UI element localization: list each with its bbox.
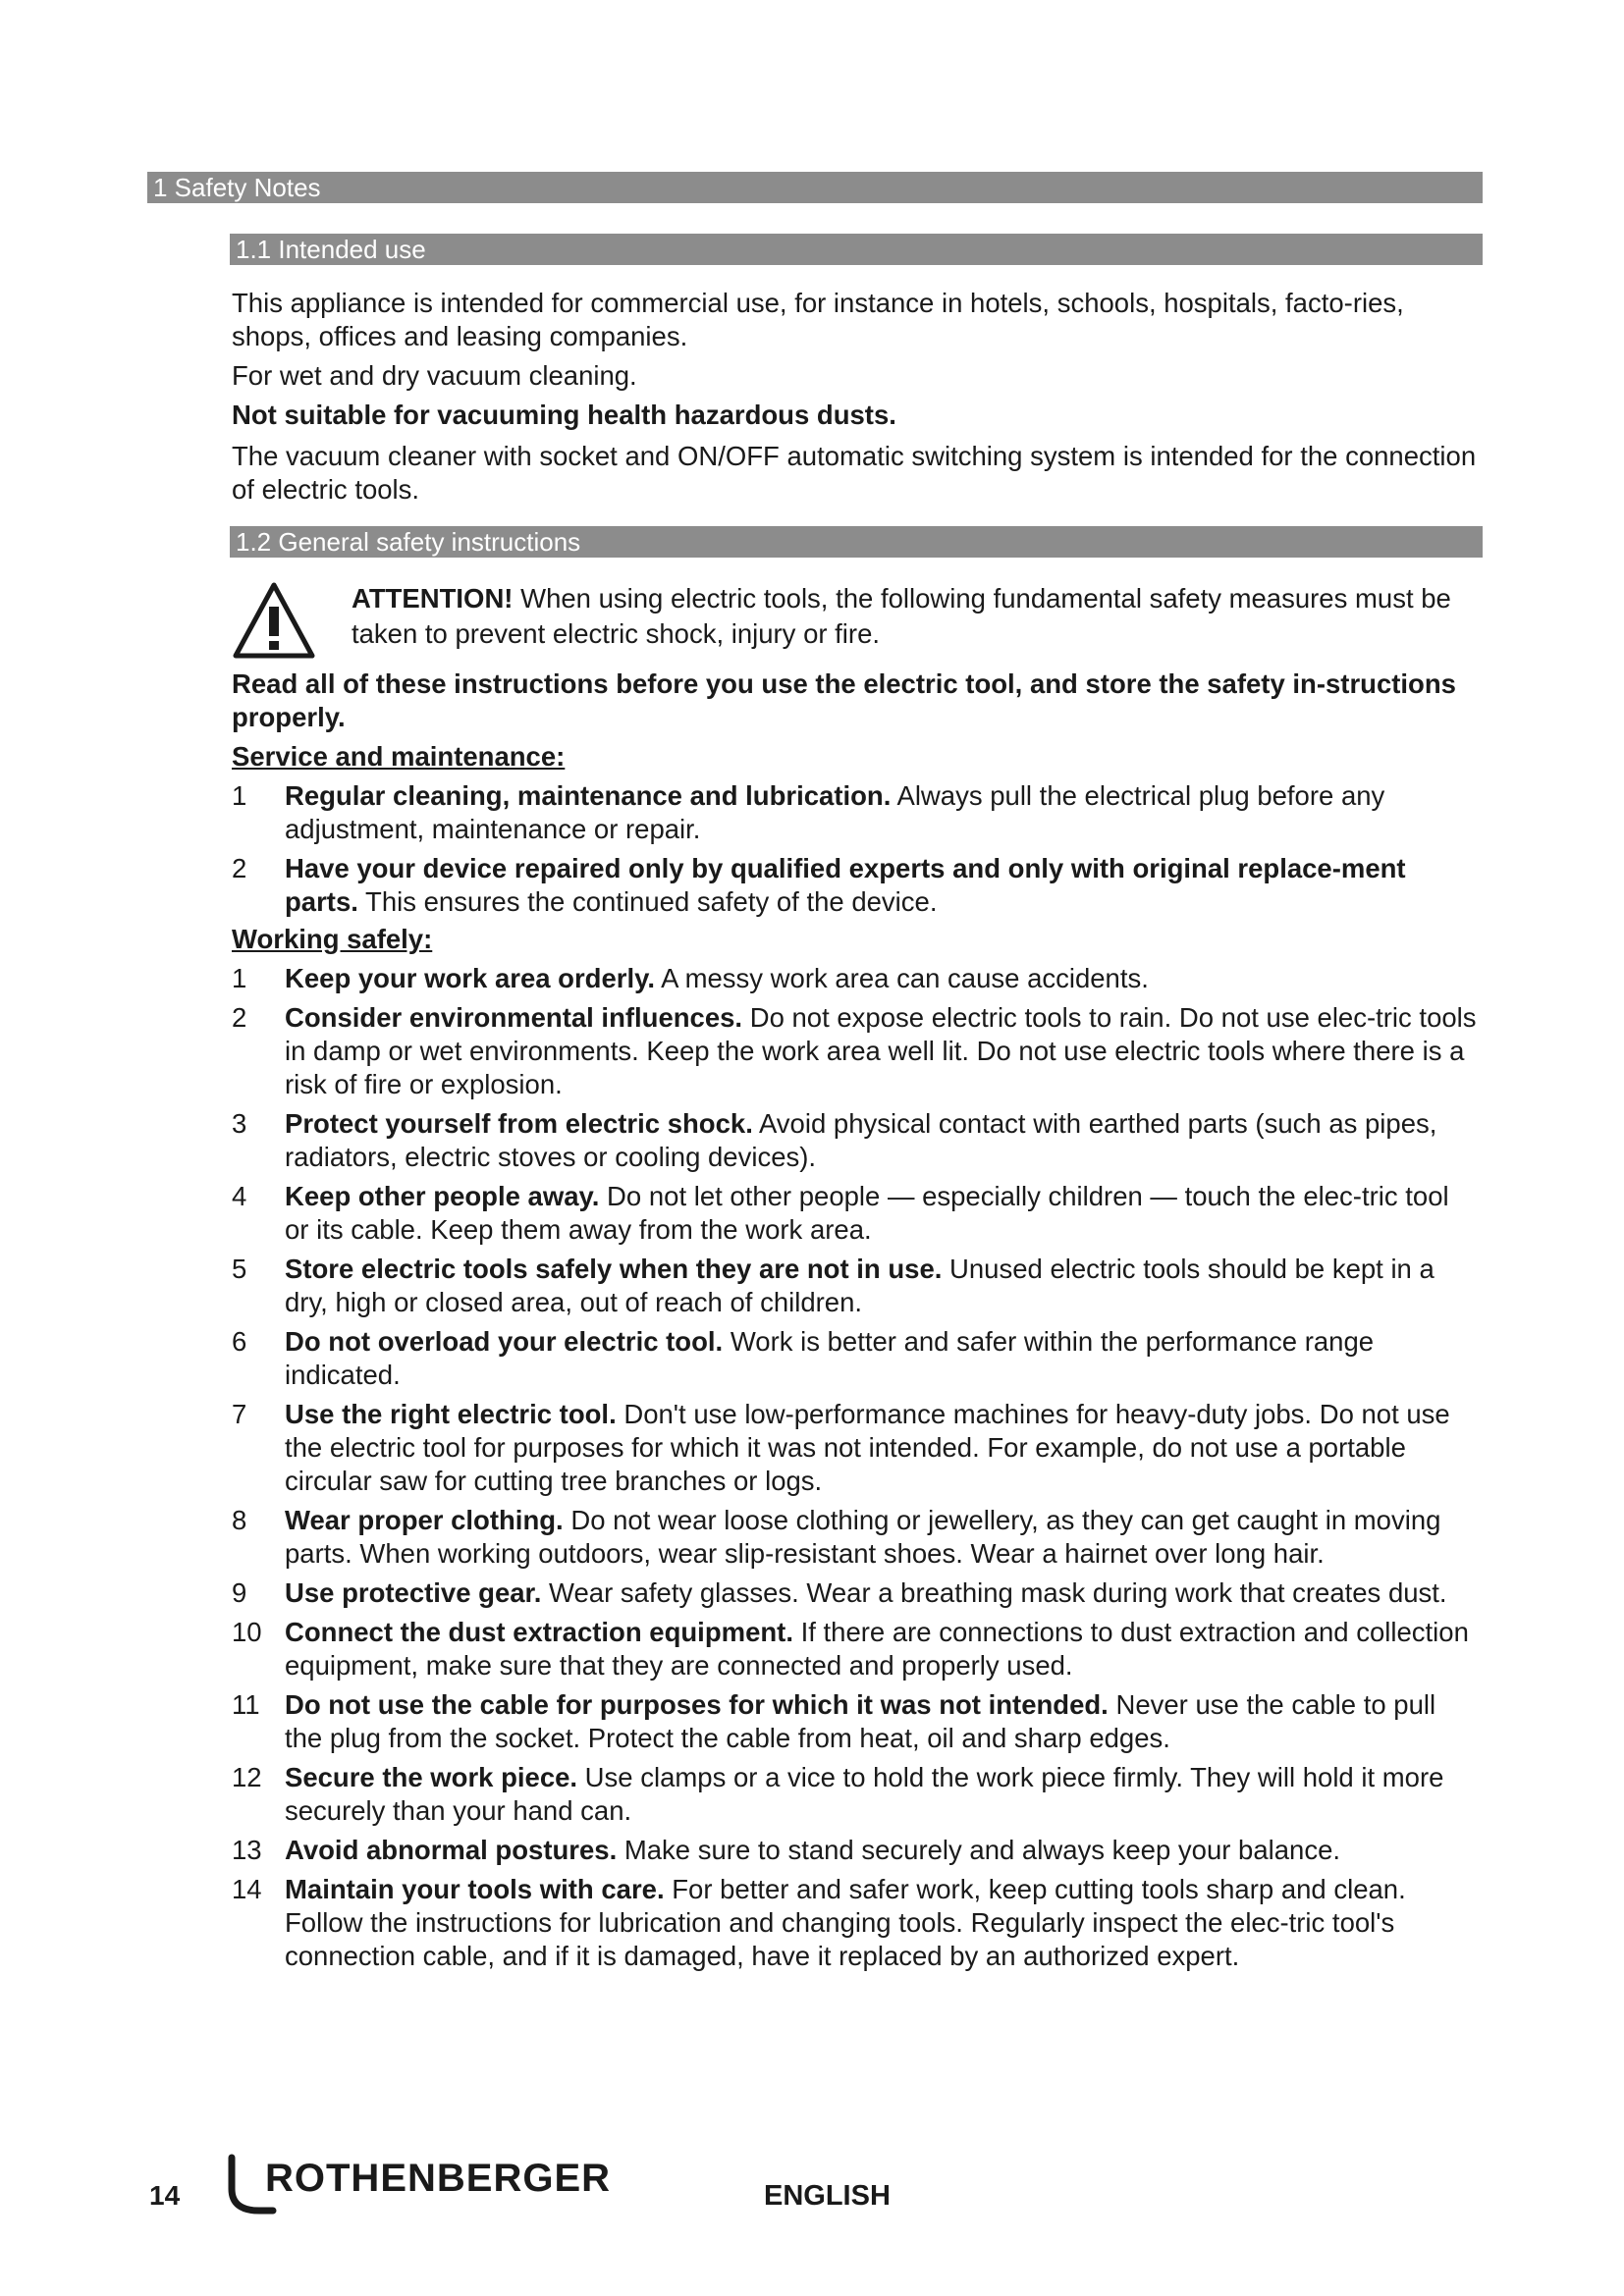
attention-paragraph — [352, 581, 1479, 652]
list-item — [232, 852, 1479, 919]
list-item — [232, 1576, 1479, 1610]
list-item-description: Never use the cable to pull the plug from the socket. Protect the cable from heat, oil and sharp edges. — [285, 1689, 1436, 1753]
list-item — [232, 1001, 1479, 1101]
list-item-description: Do not wear loose clothing or jewellery, as they can get caught in moving parts. When working outdoors, wear slip-resistant shoes. Wear a hairnet over long hair. — [285, 1505, 1441, 1569]
list-item — [232, 779, 1479, 846]
logo-wordmark: ROTHENBERGER — [265, 2157, 612, 2200]
section-header-safety-notes: 1 Safety Notes — [147, 172, 1483, 203]
list-item — [232, 1504, 1479, 1571]
service-list — [232, 779, 1479, 919]
list-item-title: Use the right electric tool. — [285, 1399, 617, 1429]
page-number: 14 — [149, 2180, 181, 2211]
list-item-number: 8 — [232, 1505, 247, 1535]
attention-label: ATTENTION! — [352, 583, 514, 614]
list-item-description: If there are connections to dust extraction and collection equipment, make sure that they are connected and properly used. — [285, 1617, 1469, 1681]
language-label: ENGLISH — [764, 2180, 891, 2212]
list-item — [232, 1688, 1479, 1755]
attention-text: When using electric tools, the following fundamental safety measures must be taken to prevent electric shock, injury or fire. — [352, 583, 1451, 649]
list-item — [232, 1761, 1479, 1828]
list-item-description: Don't use low-performance machines for heavy-duty jobs. Do not use the electric tool for purposes for which it was not intended. For example, do not use a portable circular saw for cutting tree branches or logs. — [285, 1399, 1450, 1496]
list-item-text — [285, 1398, 1479, 1498]
list-item-text — [285, 1873, 1479, 1973]
list-item-number: 2 — [232, 853, 247, 883]
list-item-description: Use clamps or a vice to hold the work piece firmly. They will hold it more securely than your hand can. — [285, 1762, 1444, 1826]
list-item — [232, 1398, 1479, 1498]
list-item-description: Unused electric tools should be kept in a dry, high or closed area, out of reach of children. — [285, 1254, 1435, 1317]
list-item-number: 5 — [232, 1254, 247, 1284]
list-item-text — [285, 1325, 1479, 1392]
intended-use-paragraph-4: The vacuum cleaner with socket and ON/OFF automatic switching system is intended for the connection of electric tools. — [232, 441, 1477, 505]
list-item-number: 2 — [232, 1002, 247, 1033]
list-item-number: 10 — [232, 1617, 262, 1647]
list-item-title: Connect the dust extraction equipment. — [285, 1617, 793, 1647]
list-item-title: Protect yourself from electric shock. — [285, 1108, 753, 1139]
list-item-title: Secure the work piece. — [285, 1762, 578, 1792]
list-item-number: 4 — [232, 1181, 247, 1211]
intended-use-warning: Not suitable for vacuuming health hazardous dusts. — [232, 400, 896, 430]
general-safety-content — [232, 667, 1479, 1973]
list-item-description: A messy work area can cause accidents. — [655, 963, 1149, 993]
list-item-number: 13 — [232, 1835, 262, 1865]
list-item-title: Avoid abnormal postures. — [285, 1835, 618, 1865]
list-item-title: Do not overload your electric tool. — [285, 1326, 724, 1357]
list-item-number: 7 — [232, 1399, 247, 1429]
list-item-number: 12 — [232, 1762, 262, 1792]
list-item-text — [285, 1688, 1479, 1755]
list-item-description: Avoid physical contact with earthed parts (such as pipes, radiators, electric stoves or cooling devices). — [285, 1108, 1437, 1172]
list-item-title: Consider environmental influences. — [285, 1002, 743, 1033]
intended-use-paragraph-2: For wet and dry vacuum cleaning. — [232, 360, 637, 391]
list-item-description: Do not let other people — especially children — touch the elec-tric tool or its cable. Keep them away from the work area. — [285, 1181, 1449, 1245]
list-item — [232, 1180, 1479, 1247]
list-item-title: Keep your work area orderly. — [285, 963, 655, 993]
list-item-text — [285, 1761, 1479, 1828]
list-item-number: 9 — [232, 1577, 247, 1608]
list-item-text — [285, 962, 1479, 995]
rothenberger-logo — [226, 2150, 619, 2218]
working-safely-list — [232, 962, 1479, 1973]
list-item-title: Regular cleaning, maintenance and lubrication. — [285, 780, 892, 811]
list-item-description: Work is better and safer within the performance range indicated. — [285, 1326, 1375, 1390]
list-item-text — [285, 852, 1479, 919]
list-item — [232, 1325, 1479, 1392]
list-item-title: Maintain your tools with care. — [285, 1874, 665, 1904]
list-item-title: Wear proper clothing. — [285, 1505, 564, 1535]
list-item-text — [285, 1001, 1479, 1101]
list-item-text — [285, 1834, 1479, 1867]
list-item-description: Wear safety glasses. Wear a breathing mask during work that creates dust. — [541, 1577, 1447, 1608]
service-maintenance-heading: Service and maintenance: — [232, 741, 566, 772]
list-item-description: For better and safer work, keep cutting tools sharp and clean. Follow the instructions for lubrication and changing tools. Regularly inspect the elec-tric tool's connection cable, and if it is damaged, have it replaced by an authorized expert. — [285, 1874, 1406, 1971]
list-item-title: Have your device repaired only by qualified experts and only with original replace-ment parts. — [285, 853, 1406, 917]
list-item-title: Store electric tools safely when they are not in use. — [285, 1254, 943, 1284]
list-item-text — [285, 1616, 1479, 1682]
subsection-header-general-safety: 1.2 General safety instructions — [230, 526, 1483, 558]
list-item — [232, 1873, 1479, 1973]
list-item-text — [285, 1253, 1479, 1319]
list-item-description: This ensures the continued safety of the device. — [357, 886, 938, 917]
list-item-text — [285, 1504, 1479, 1571]
intended-use-content — [232, 287, 1479, 507]
list-item-description: Make sure to stand securely and always keep your balance. — [617, 1835, 1341, 1865]
subsection-header-intended-use: 1.1 Intended use — [230, 234, 1483, 265]
list-item-text — [285, 1180, 1479, 1247]
list-item-number: 11 — [232, 1689, 260, 1720]
read-all-instructions: Read all of these instructions before you use the electric tool, and store the safety in-structions properly. — [232, 668, 1456, 732]
list-item-title: Do not use the cable for purposes for which it was not intended. — [285, 1689, 1109, 1720]
list-item-text — [285, 779, 1479, 846]
list-item — [232, 1616, 1479, 1682]
list-item-title: Keep other people away. — [285, 1181, 600, 1211]
intended-use-paragraph-1: This appliance is intended for commercial use, for instance in hotels, schools, hospitals, facto-ries, shops, offices and leasing companies. — [232, 288, 1404, 351]
list-item — [232, 962, 1479, 995]
working-safely-heading: Working safely: — [232, 924, 433, 954]
list-item-number: 14 — [232, 1874, 262, 1904]
list-item-title: Use protective gear. — [285, 1577, 542, 1608]
list-item-text — [285, 1107, 1479, 1174]
attention-block — [232, 581, 1479, 652]
warning-triangle-icon — [232, 581, 316, 660]
list-item — [232, 1107, 1479, 1174]
list-item-number: 3 — [232, 1108, 247, 1139]
list-item-description: Always pull the electrical plug before any adjustment, maintenance or repair. — [285, 780, 1385, 844]
list-item-number: 1 — [232, 780, 247, 811]
list-item-text — [285, 1576, 1479, 1610]
list-item — [232, 1253, 1479, 1319]
list-item — [232, 1834, 1479, 1867]
list-item-number: 6 — [232, 1326, 247, 1357]
list-item-description: Do not expose electric tools to rain. Do not use elec-tric tools in damp or wet environments. Keep the work area well lit. Do not use electric tools where there is a risk of fire or explosion. — [285, 1002, 1477, 1099]
list-item-number: 1 — [232, 963, 247, 993]
